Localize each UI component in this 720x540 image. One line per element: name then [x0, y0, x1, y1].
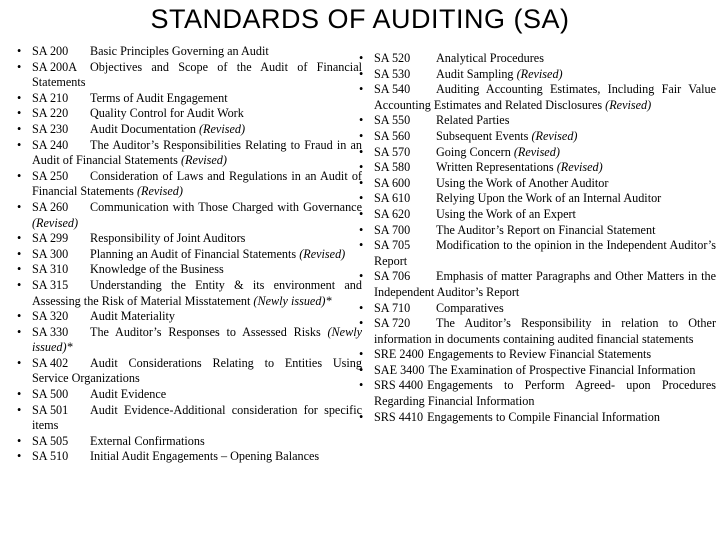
standard-item	[14, 138, 362, 169]
standard-title: Understanding the Entity & its environment and Assessing the Risk of Material Misstatement	[32, 277, 362, 308]
standard-title: The Auditor’s Responsibilities Relating to Fraud in an Audit of Financial Statements	[32, 137, 362, 168]
standard-code: SA 520	[374, 51, 411, 65]
standard-code: SA 505	[32, 433, 69, 448]
standard-item	[356, 316, 716, 347]
standard-title: Terms of Audit Engagement	[90, 90, 228, 105]
standard-item	[356, 223, 716, 239]
standard-title: Comparatives	[436, 300, 504, 315]
standard-item	[14, 122, 362, 138]
standard-title: Audit Sampling	[436, 66, 514, 81]
standard-code: SA 705	[374, 238, 411, 253]
standard-item	[14, 106, 362, 122]
standard-item	[356, 160, 716, 176]
standard-code: SA 540	[374, 82, 411, 97]
standard-title: Engagements to Perform Agreed- upon Procedures Regarding Financial Information	[374, 378, 716, 409]
standard-code: SA 310	[32, 262, 69, 277]
standard-item	[14, 434, 362, 450]
standard-title: Basic Principles Governing an Audit	[90, 44, 269, 58]
standard-title: Going Concern	[436, 144, 511, 159]
standard-title: Subsequent Events	[436, 128, 529, 143]
revision-note: (Revised)	[32, 215, 79, 230]
standard-title: Related Parties	[436, 113, 510, 128]
standard-code: SA 260	[32, 199, 69, 214]
standard-item	[356, 67, 716, 83]
standard-item	[14, 325, 362, 356]
standard-code: SAE 3400	[374, 362, 425, 377]
standard-item	[14, 60, 362, 91]
standard-item	[356, 176, 716, 192]
standard-code: SA 706	[374, 269, 411, 284]
standard-code: SA 550	[374, 113, 411, 128]
standard-code: SA 710	[374, 300, 411, 315]
standard-title: Audit Evidence	[90, 387, 167, 402]
standard-code: SA 570	[374, 144, 411, 159]
standard-code: SA 580	[374, 160, 411, 175]
standard-title: The Auditor’s Responsibility in relation to Other information in documents containing audited financial statements	[374, 316, 716, 346]
standard-item	[14, 387, 362, 403]
standard-title: Objectives and Scope of the Audit of Financial Statements	[32, 59, 362, 90]
standard-title: The Auditor’s Responses to Assessed Risks	[90, 324, 321, 339]
standard-item	[14, 449, 362, 465]
standard-item	[356, 347, 716, 363]
standard-title: Knowledge of the Business	[90, 262, 224, 277]
standard-code: SA 530	[374, 66, 411, 81]
standard-code: SA 230	[32, 121, 69, 136]
standard-item	[14, 44, 362, 60]
revision-note: (Revised)	[556, 160, 603, 175]
standard-title: The Examination of Prospective Financial Information	[428, 362, 696, 377]
standard-item	[14, 231, 362, 247]
standard-item	[356, 363, 716, 379]
standard-code: SA 510	[32, 449, 69, 464]
standard-code: SA 210	[32, 90, 69, 105]
standard-code: SA 200A	[32, 59, 78, 74]
standard-code: SA 560	[374, 128, 411, 143]
standard-title: Relying Upon the Work of an Internal Auditor	[436, 191, 662, 206]
standard-code: SA 500	[32, 387, 69, 402]
standard-code: SA 300	[32, 246, 69, 261]
revision-note: (Revised)	[605, 97, 652, 112]
standard-item	[14, 403, 362, 434]
standard-item	[14, 262, 362, 278]
standard-item	[356, 113, 716, 129]
standard-code: SA 220	[32, 106, 69, 121]
standard-item	[14, 356, 362, 387]
standard-title: Engagements to Compile Financial Information	[427, 409, 660, 424]
standard-title: Initial Audit Engagements – Opening Balances	[90, 449, 320, 464]
standard-title: Audit Materiality	[90, 309, 175, 324]
standard-item	[14, 247, 362, 263]
standard-item	[14, 309, 362, 325]
standard-item	[356, 145, 716, 161]
revision-note: (Revised)	[199, 121, 246, 136]
standard-item	[14, 278, 362, 309]
standard-item	[356, 129, 716, 145]
standard-title: Engagements to Review Financial Statements	[427, 347, 652, 362]
standard-item	[356, 269, 716, 300]
revision-note: (Revised)	[531, 128, 578, 143]
standard-item	[14, 91, 362, 107]
page-title: STANDARDS OF AUDITING (SA)	[150, 4, 570, 34]
standard-title: Audit Considerations Relating to Entities Using Service Organizations	[32, 355, 362, 386]
standard-title: Using the Work of an Expert	[436, 206, 576, 221]
standard-item	[356, 51, 716, 67]
standard-item	[356, 378, 716, 409]
standard-code: SA 250	[32, 168, 69, 183]
standard-item	[356, 82, 716, 113]
standard-code: SA 330	[32, 324, 69, 339]
standard-code: SRS 4400	[374, 378, 424, 393]
revision-note: (Revised)	[513, 144, 560, 159]
standard-title: Audit Documentation	[90, 121, 196, 136]
standard-code: SA 240	[32, 137, 69, 152]
standard-code: SRE 2400	[374, 347, 424, 362]
standard-title: Using the Work of Another Auditor	[436, 175, 609, 190]
standard-code: SA 402	[32, 355, 69, 370]
standard-title: Modification to the opinion in the Independent Auditor’s Report	[374, 238, 716, 268]
standard-title: Communication with Those Charged with Governance	[90, 199, 362, 214]
standard-item	[14, 200, 362, 231]
standard-title: Quality Control for Audit Work	[90, 106, 244, 121]
standard-item	[14, 169, 362, 200]
standard-code: SA 610	[374, 191, 411, 206]
standard-code: SA 299	[32, 231, 69, 246]
revision-note: (Revised)	[180, 153, 227, 168]
standard-code: SA 620	[374, 206, 411, 221]
standard-title: External Confirmations	[90, 433, 205, 448]
standard-title: Emphasis of matter Paragraphs and Other Matters in the Independent Auditor’s Report	[374, 269, 716, 299]
standard-title: Audit Evidence-Additional consideration for specific items	[32, 402, 362, 433]
standard-code: SA 600	[374, 175, 411, 190]
standard-title: Auditing Accounting Estimates, Including Fair Value Accounting Estimates and Related Disclosures	[374, 82, 716, 112]
standard-item	[356, 207, 716, 223]
standard-title: The Auditor’s Report on Financial Statement	[436, 222, 656, 237]
right-standards-list	[356, 51, 716, 425]
revision-note: (Revised)	[299, 246, 346, 261]
standard-item	[356, 191, 716, 207]
standard-code: SA 720	[374, 316, 411, 331]
standard-item	[356, 238, 716, 269]
standard-code: SA 700	[374, 222, 411, 237]
standard-title: Written Representations	[436, 160, 554, 175]
standard-item	[356, 301, 716, 317]
standard-code: SA 501	[32, 402, 69, 417]
revision-note: (Revised)	[516, 66, 563, 81]
standard-code: SA 320	[32, 309, 69, 324]
standard-title: Responsibility of Joint Auditors	[90, 231, 246, 246]
revision-note: (Revised)	[136, 184, 183, 199]
standard-title: Consideration of Laws and Regulations in an Audit of Financial Statements	[32, 168, 362, 199]
standard-code: SA 200	[32, 44, 69, 58]
revision-note: (Newly issued)*	[253, 293, 332, 308]
standard-code: SA 315	[32, 277, 69, 292]
standard-title: Analytical Procedures	[436, 51, 544, 65]
standard-title: Planning an Audit of Financial Statements	[90, 246, 297, 261]
revision-note: (Newly issued)*	[32, 324, 362, 355]
left-standards-list	[14, 44, 362, 465]
standard-code: SRS 4410	[374, 409, 424, 424]
standard-item	[356, 410, 716, 426]
